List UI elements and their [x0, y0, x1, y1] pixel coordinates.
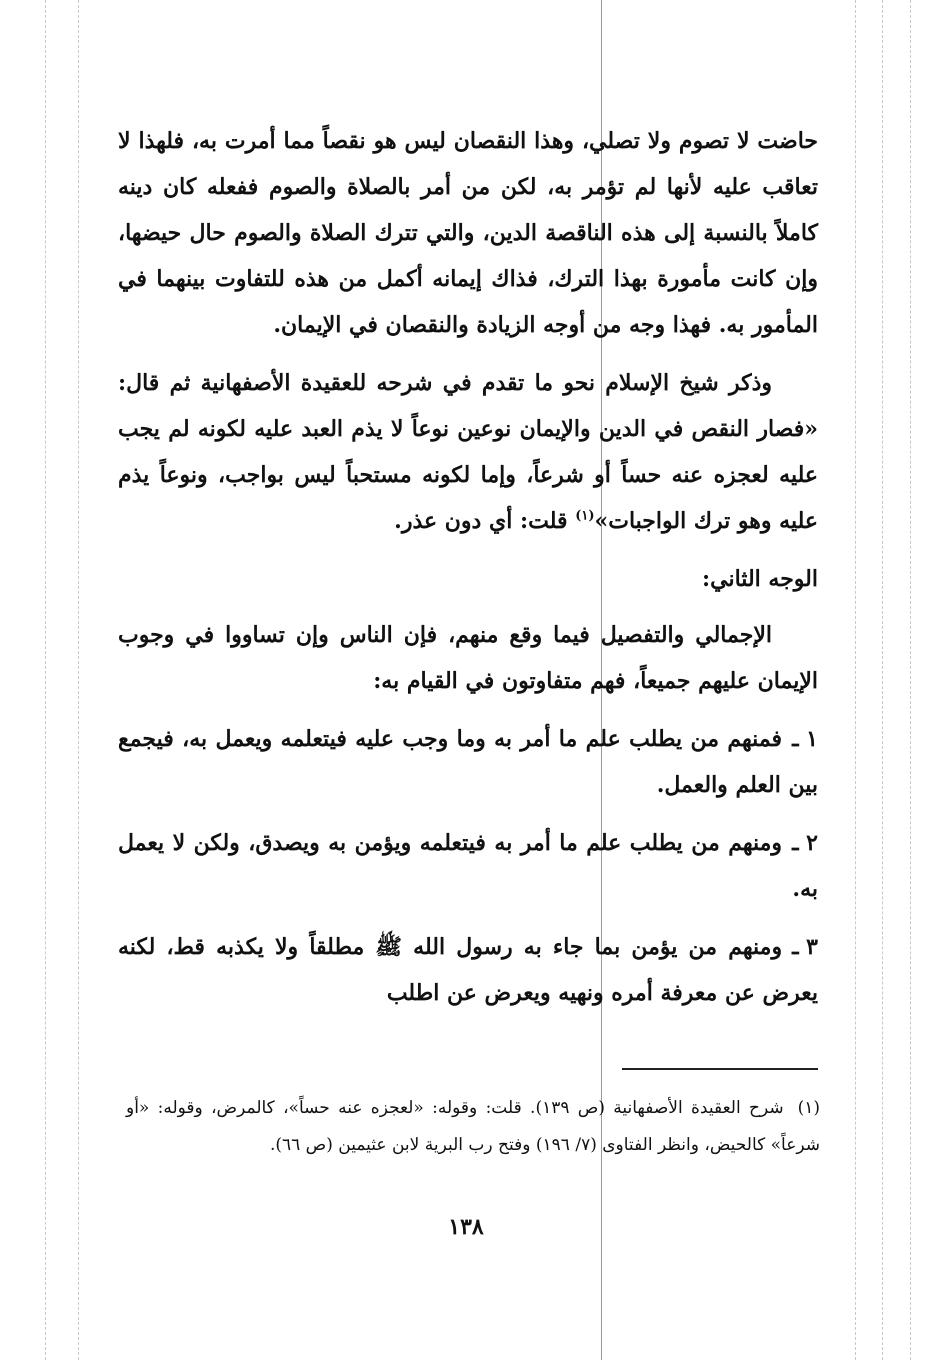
paragraph: حاضت لا تصوم ولا تصلي، وهذا النقصان ليس هو نقصاً مما أمرت به، فلهذا لا تعاقب عليه لأنها لم تؤمر به، لكن من أمر بالصلاة والصوم ففعله كان دينه كاملاً بالنسبة إلى هذه الناقصة الدين، والتي تترك الصلاة والصوم حال حيضها، وإن كانت مأمورة بهذا الترك، فذاك إيمانه أكمل من هذه للتفاوت بينهما في المأمور به. فهذا وجه من أوجه الزيادة والنقصان في الإيمان. [118, 128, 818, 338]
paragraph [118, 360, 818, 544]
list-item [118, 924, 818, 1016]
footnote-separator [622, 1068, 818, 1070]
scan-guide-line [910, 0, 911, 1360]
paragraph: الإجمالي والتفصيل فيما وقع منهم، فإن الناس وإن تساووا في وجوب الإيمان عليهم جميعاً، فهم متفاوتون في القيام به: [118, 622, 818, 694]
footnote-text: شرح العقيدة الأصفهانية (ص ١٣٩). قلت: وقوله: «لعجزه عنه حساً»، كالمرض، وقوله: «أو شرعاً» كالحيض، وانظر الفتاوى (٧/ ١٩٦) وفتح رب البرية لابن عثيمين (ص ٦٦). [126, 1098, 820, 1155]
list-item [118, 820, 818, 912]
list-item-number: ١ ـ [792, 726, 818, 752]
paragraph-text: قلت: أي دون عذر. [394, 508, 576, 534]
list-item-number: ٢ ـ [792, 830, 818, 856]
footnote-marker: (١) [797, 1098, 820, 1118]
scan-guide-line [855, 0, 856, 1360]
list-item-text: فمنهم من يطلب علم ما أمر به وما وجب عليه فيتعلمه ويعمل به، فيجمع بين العلم والعمل. [118, 726, 818, 798]
list-item [118, 716, 818, 808]
list-item-number: ٣ ـ [792, 934, 818, 960]
scan-guide-line [78, 0, 79, 1360]
list-item-text: ومنهم من يؤمن بما جاء به رسول الله ﷺ مطلقاً ولا يكذبه قط، لكنه يعرض عن معرفة أمره ونهيه ويعرض عن اطلب [118, 934, 818, 1006]
scan-guide-line [882, 0, 883, 1360]
page-number: ١٣٨ [448, 1214, 484, 1240]
page-body [118, 118, 818, 1028]
section-heading: الوجه الثاني: [702, 566, 818, 592]
footnote [126, 1090, 820, 1164]
footnote-reference: (١) [575, 508, 595, 524]
paragraph-text: وذكر شيخ الإسلام نحو ما تقدم في شرحه للعقيدة الأصفهانية ثم قال: «فصار النقص في الدين والإيمان نوعين نوعاً لا يذم العبد عليه لكونه لم يجب عليه لعجزه عنه حساً أو شرعاً، وإما لكونه مستحباً ليس بواجب، ونوعاً يذم عليه وهو ترك الواجبات» [118, 370, 818, 534]
scan-guide-line [45, 0, 46, 1360]
list-item-text: ومنهم من يطلب علم ما أمر به فيتعلمه ويؤمن به ويصدق، ولكن لا يعمل به. [118, 830, 818, 902]
